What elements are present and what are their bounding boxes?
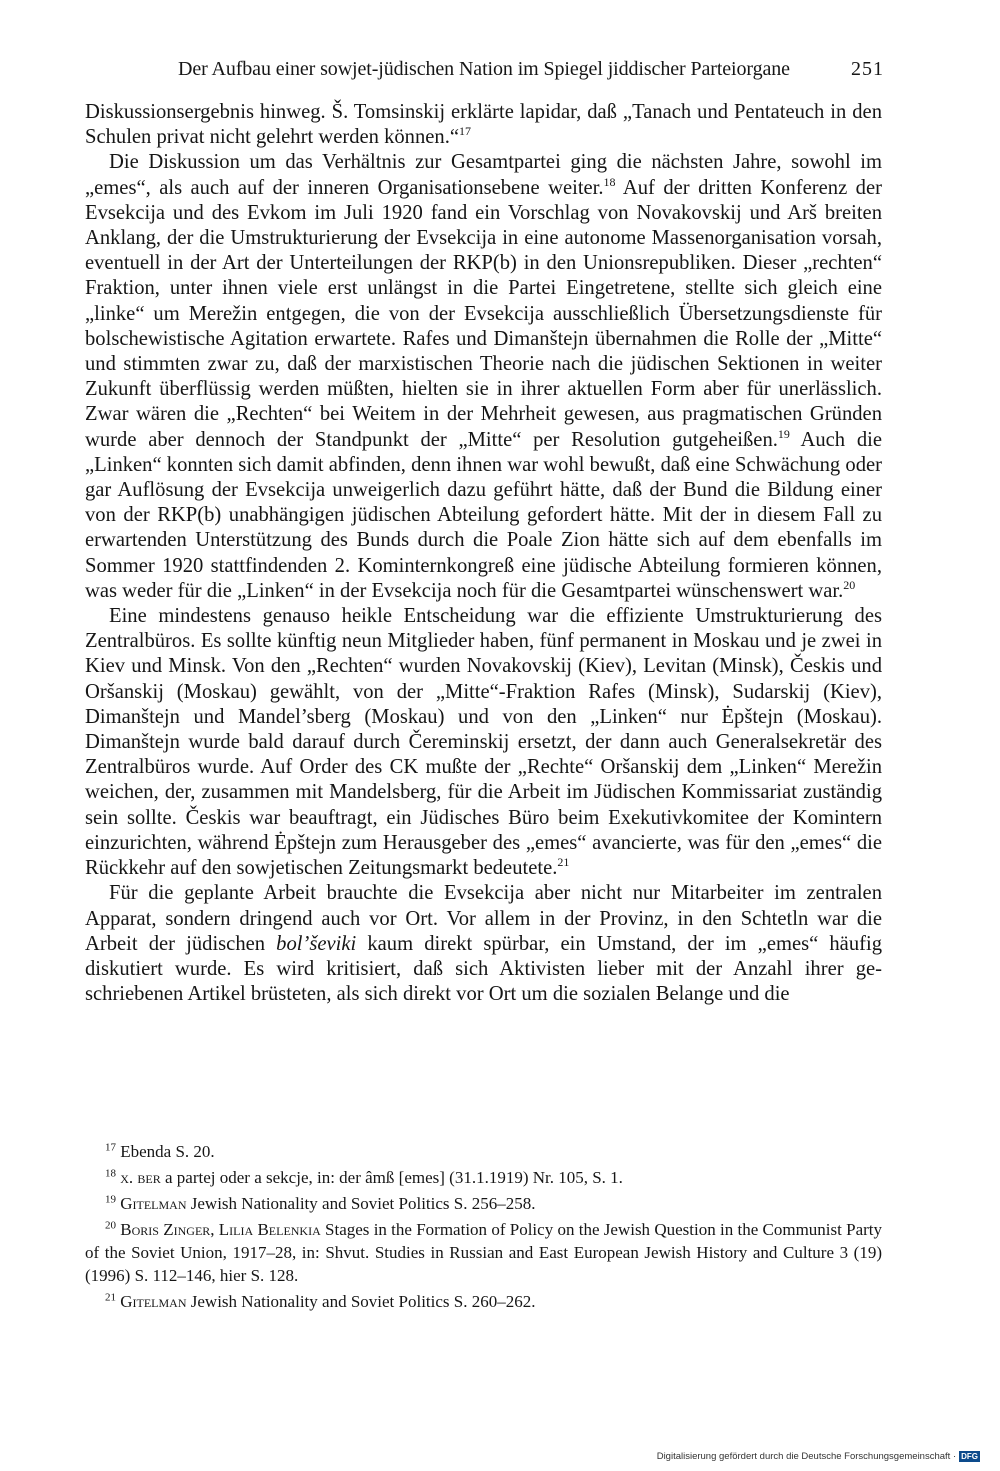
footnote-ref-18: 18 [603,174,616,189]
footnote-20 [85,1218,882,1287]
footnote-number: 20 [105,1219,116,1232]
paragraph-2-part-a: Die Diskussion um das Verhältnis zur Gesamtpartei ging die nächsten Jahre, sowohl im „emes“, als auch auf der inneren Organisationsebene weiter. [85,151,882,199]
dfg-logo: DFG [961,1452,978,1461]
footnote-18 [85,1166,882,1189]
footnote-text: a partej oder a sekcje, in: der âmß [emes] (31.1.1919) Nr. 105, S. 1. [160,1168,623,1187]
footnote-ref-21: 21 [557,855,570,870]
footnote-number: 19 [105,1193,116,1206]
page-header [178,58,884,81]
paragraph-3 [85,604,882,881]
footnote-text: Jewish Nationality and Soviet Politics S. 260–262. [186,1292,536,1311]
paragraph-2-part-c: Auch die „Linken“ konnten sich damit abfinden, denn ihnen war wohl bewußt, daß eine Schwächung oder gar Auflösung der Evsekcija unweigerlich dazu geführt hätte, daß der Bund die Bildung einer von der RKP(b) unabhängigen jüdischen Abteilung gefordert hätte. Mit der in diesem Fall zu erwartenden Unterstützung des Bunds durch die Poale Zion hätte sich auf dem ebenfalls im Sommer 1920 stattfindenden 2. Kominternkongreß eine jüdische Abteilung formieren können, was weder für die „Linken“ in der Evsekcija noch für die Gesamtpartei wünschenswert war. [85,428,882,602]
footnote-19 [85,1192,882,1215]
footnote-17 [85,1140,882,1163]
footnote-text: Jewish Nationality and Soviet Politics S. 256–258. [186,1194,536,1213]
footnote-author: Gitelman [120,1292,187,1311]
digitization-text: Digitalisierung gefördert durch die Deutsche Forschungsgemeinschaft · [656,1451,957,1462]
paragraph-3-text: Eine mindestens genauso heikle Entscheidung war die effiziente Umstrukturierung des Zentralbüros. Es sollte künftig neun Mitglieder haben, fünf permanent in Moskau und je zwei in Kiev und Minsk. Von den „Rechten“ wurden Novakovskij (Kiev), Levitan (Minsk), Českis und Oršanskij (Moskau) gewählt, von der „Mitte“-Fraktion Rafes (Minsk), Sudarskij (Kiev), Dimanštejn und Mandel’sberg (Moskau) und von den „Linken“ nur Ėpštejn (Moskau). Dimanštejn wurde bald darauf durch Čereminskij ersetzt, der dann auch Generalsekretär des Zentralbüros wurde. Auf Order des CK mußte der „Rechte“ Oršanskij dem „Linken“ Merežin weichen, der, zusammen mit Mandelsberg, für die Arbeit im Jüdischen Kommissariat zuständig sein sollte. Českis war beauftragt, ein Jüdisches Büro beim Exekutivkomitee der Komintern einzurichten, während Ėpštejn zum Herausgeber des „emes“ avancierte, was für den „emes“ die Rückkehr auf den sowjetischen Zeitungsmarkt bedeutete. [85,605,882,880]
italic-term: bol’ševiki [276,932,357,955]
footnote-number: 17 [105,1141,116,1154]
paragraph-4-part-b: kaum direkt spürbar, ein Umstand, der im „emes“ häufig diskutiert wurde. Es wird kritisiert, daß sich Aktivisten lieber mit der Anzahl ihrer geschriebenen Artikel brüsteten, als sich direkt vor Ort um die sozialen Belange und die [85,932,883,1006]
paragraph-2-part-b: Auf der dritten Konferenz der Evsekcija und des Evkom im Juli 1920 fand ein Vorschlag von Novakovskij und Arš breiten Anklang, der die Umstrukturierung der Evsekcija in eine autonome Massenorganisation vorsah, eventuell in der Art der Unterteilungen der RKP(b) in den Unionsrepubliken. Dieser „rechten“ Fraktion, unter ihnen viele erst unlängst in die Partei Eingetretene, stellte sich gleich eine „linke“ um Merežin entgegen, die von der Evsekcija ausschließlich Übersetzungsdienste für bolschewistische Agitation erwartete. Rafes und Dimanštejn übernahmen die Rolle der „Mitte“ und stimmten zwar zu, daß der marxistischen Theorie nach die jüdischen Sektionen in weiter Zukunft überflüssig werden müßten, hielten sie in ihrer aktuellen Form aber für unerlässlich. Zwar wären die „Rechten“ bei Weitem in der Mehrheit gewesen, aus pragmatischen Gründen wurde aber dennoch der Standpunkt der „Mitte“ per Resolution gutgeheißen. [85,176,882,451]
paragraph-2 [85,150,882,604]
paragraph-4-part-a: Für die geplante Arbeit brauchte die Evsekcija aber nicht nur Mitarbeiter im zentralen Apparat, sondern dringend auch vor Ort. Vor allem in der Provinz, in den Schtetln war die Arbeit der jüdischen [85,882,882,955]
page-number: 251 [851,58,884,80]
paragraph-4 [85,881,882,1007]
paragraph-1-text: Diskussionsergebnis hinweg. Š. Tomsinskij erklärte lapidar, daß „Tanach und Pentateuch in den Schulen privat nicht gelehrt werden können.“ [85,101,882,149]
footnote-text: Stages in the Formation of Policy on the Jewish Question in the Communist Party of the Soviet Union, 1917–28, in: Shvut. Studies in Russian and East European Jewish History and Culture 3 (19) (1996) S. 112–146, hier S. 128. [85,1220,883,1285]
footnote-number: 21 [105,1291,116,1304]
footnotes [85,1140,882,1316]
footnote-author: x. ber [120,1168,161,1187]
paragraph-1 [85,100,882,150]
footnote-ref-20: 20 [843,578,856,592]
running-head: Der Aufbau einer sowjet-jüdischen Nation im Spiegel jiddischer Parteiorgane [178,58,790,80]
footnote-21 [85,1290,882,1313]
digitization-note [657,1451,980,1462]
body-text [85,100,882,1007]
footnote-author: Gitelman [120,1194,187,1213]
footnote-text: Ebenda S. 20. [120,1142,215,1161]
footnote-ref-19: 19 [777,426,790,441]
footnote-number: 18 [105,1167,116,1180]
footnote-ref-17: 17 [459,124,471,139]
footnote-author: Boris Zinger, Lilia Belenkia [120,1220,321,1239]
